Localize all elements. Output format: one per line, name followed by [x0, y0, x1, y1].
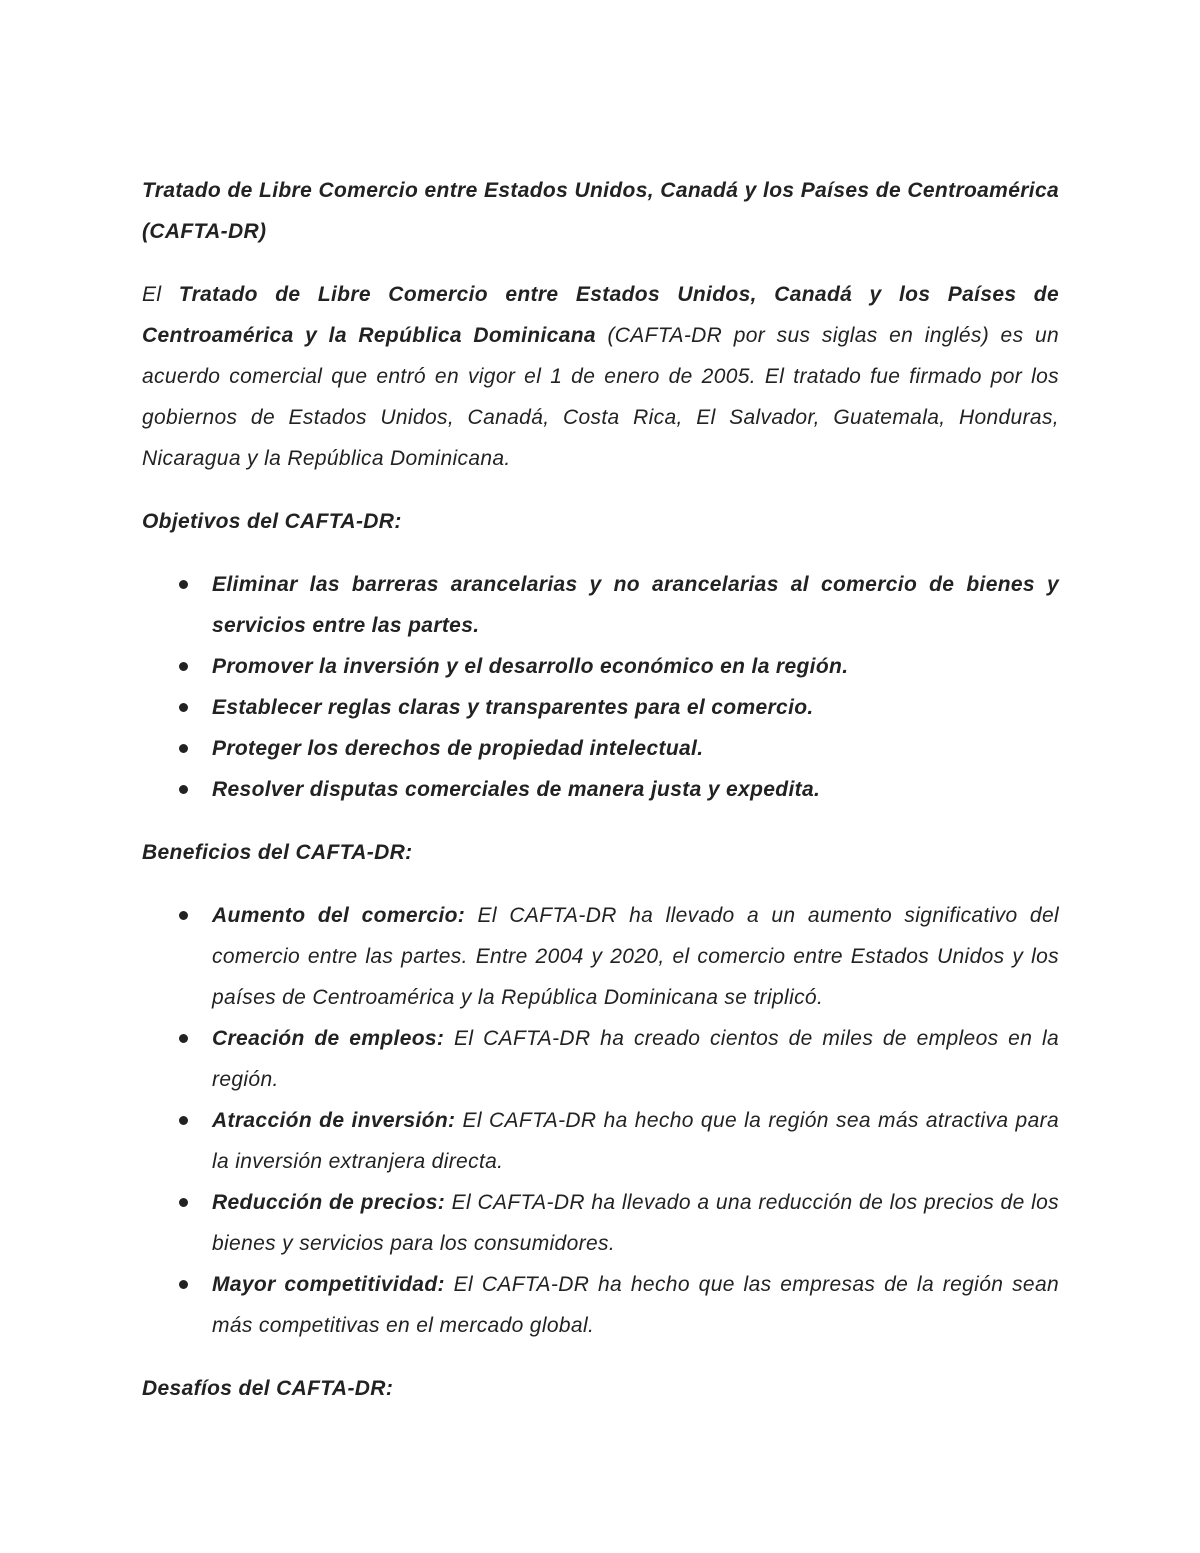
list-item [142, 1100, 1059, 1182]
list-item [142, 1182, 1059, 1264]
list-item [142, 687, 1059, 728]
objectives-list [142, 564, 1059, 810]
benefit-text: El CAFTA-DR ha hecho que la región sea más atractiva para la inversión extranjera directa. [212, 1109, 1059, 1173]
benefits-heading: Beneficios del CAFTA-DR: [142, 841, 413, 864]
bullet-icon [179, 1198, 188, 1207]
challenges-heading: Desafíos del CAFTA-DR: [142, 1377, 394, 1400]
list-item [142, 769, 1059, 810]
intro-treaty-name: Tratado de Libre Comercio entre Estados Unidos, Canadá y los Países de Centroamérica y la República Dominicana [142, 283, 1059, 347]
bullet-icon [179, 744, 188, 753]
bullet-icon [179, 703, 188, 712]
list-item [142, 728, 1059, 769]
list-item [142, 1018, 1059, 1100]
benefit-text: El CAFTA-DR ha llevado a una reducción de los precios de los bienes y servicios para los consumidores. [212, 1191, 1059, 1255]
list-item [142, 1264, 1059, 1346]
bullet-icon [179, 911, 188, 920]
document-page [142, 170, 1059, 1431]
benefit-label: Mayor competitividad: [212, 1273, 445, 1296]
list-item [142, 564, 1059, 646]
objectives-heading: Objetivos del CAFTA-DR: [142, 510, 402, 533]
benefit-label: Aumento del comercio: [212, 904, 466, 927]
benefit-label: Creación de empleos: [212, 1027, 445, 1050]
document-title: Tratado de Libre Comercio entre Estados Unidos, Canadá y los Países de Centroamérica (CAFTA-DR) [142, 179, 1059, 243]
benefit-text: El CAFTA-DR ha creado cientos de miles de empleos en la región. [212, 1027, 1059, 1091]
intro-paragraph [142, 274, 1059, 479]
objective-text: Promover la inversión y el desarrollo económico en la región. [212, 655, 849, 678]
benefit-text: El CAFTA-DR ha hecho que las empresas de la región sean más competitivas en el mercado global. [212, 1273, 1060, 1337]
bullet-icon [179, 1280, 188, 1289]
objective-text: Establecer reglas claras y transparentes para el comercio. [212, 696, 814, 719]
bullet-icon [179, 1034, 188, 1043]
benefits-list [142, 895, 1059, 1346]
objective-text: Resolver disputas comerciales de manera justa y expedita. [212, 778, 821, 801]
benefit-text: El CAFTA-DR ha llevado a un aumento significativo del comercio entre las partes. Entre 2004 y 2020, el comercio entre Estados Unidos y los países de Centroamérica y la República Dominicana se triplicó. [212, 904, 1060, 1009]
bullet-icon [179, 662, 188, 671]
list-item [142, 895, 1059, 1018]
bullet-icon [179, 1116, 188, 1125]
benefit-label: Atracción de inversión: [212, 1109, 456, 1132]
bullet-icon [179, 785, 188, 794]
intro-lead: El [142, 283, 179, 306]
objective-text: Eliminar las barreras arancelarias y no arancelarias al comercio de bienes y servicios entre las partes. [212, 573, 1059, 637]
bullet-icon [179, 580, 188, 589]
objective-text: Proteger los derechos de propiedad intelectual. [212, 737, 704, 760]
intro-rest: (CAFTA-DR por sus siglas en inglés) es un acuerdo comercial que entró en vigor el 1 de enero de 2005. El tratado fue firmado por los gobiernos de Estados Unidos, Canadá, Costa Rica, El Salvador, Guatemala, Honduras, Nicaragua y la República Dominicana. [142, 324, 1059, 470]
list-item [142, 646, 1059, 687]
benefit-label: Reducción de precios: [212, 1191, 446, 1214]
